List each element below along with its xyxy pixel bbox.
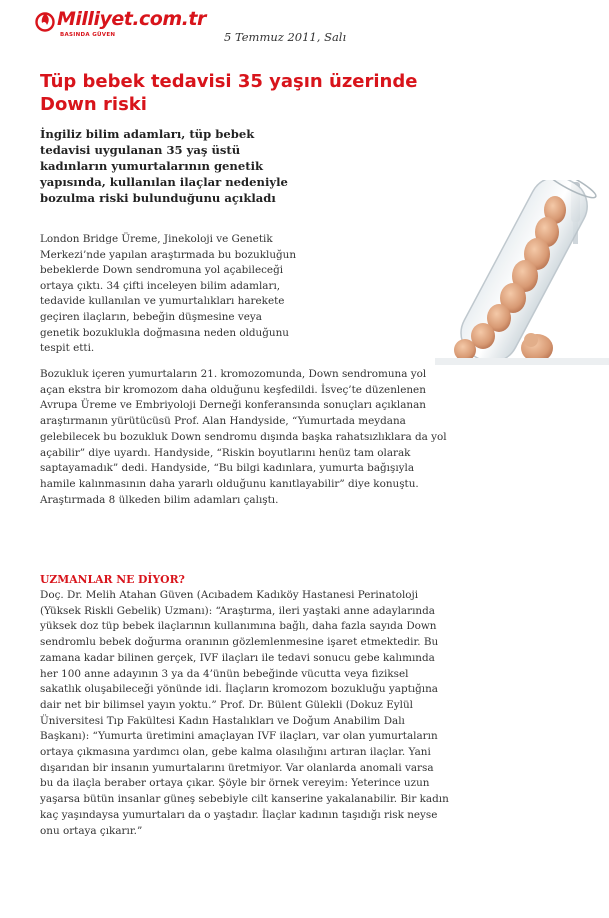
logo-name: Milliyet [57, 8, 133, 30]
logo-domain: .com.tr [132, 8, 206, 30]
masthead [34, 8, 594, 42]
site-logo-text[interactable] [57, 8, 206, 30]
publish-date: 5 Temmuz 2011, Salı [224, 30, 347, 44]
milliyet-flame-logo-icon [34, 10, 56, 32]
section-body: Doç. Dr. Melih Atahan Güven (Acıbadem Kadıköy Hastanesi Perinatoloji (Yüksek Riskli Gebelik) Uzmanı): “Araştırma, ileri yaştaki anne adaylarında yüksek doz tüp bebek ilaçlarının kullanımına bağlı, daha fazla sayıda Down sendromlu bebek doğurma oranının gözlemlenmesine işaret etmektedir. Bu zamana kadar bilinen gerçek, IVF ilaçları ile tedavi sonucu gebe kalımında her 100 anne adayının 3 ya da 4’ünün bebeğinde vücutta veya fiziksel sakatlık oluşabileceği yönünde idi. İlaçların kromozom bozukluğu yaptığına dair net bir bilimsel yayın yoktu.” Prof. Dr. Bülent Gülekli (Dokuz Eylül Üniversitesi Tıp Fakültesi Kadın Hastalıkları ve Doğum Anabilim Dalı Başkanı): “Yumurta üretimini amaçlayan IVF ilaçları, var olan yumurtaların ortaya çıkmasına yardımcı olan, gebe kalma olasılığını artıran ilaçlar. Yani dışarıdan bir insanın yumurtalarını üretmiyor. Var olanlarda anomali varsa bu da ilaçla beraber ortaya çıkar. Şöyle bir örnek vereyim: Yeterince uzun yaşarsa bütün insanlar güneş sebebiyle cilt kanserine yakalanabilir. Bir kadın kaç yaşındaysa yumurtaları da o yaştadır. İlaçlar kadının taşıdığı risk neyse onu ortaya çıkarır.” [40, 589, 449, 837]
logo-tagline: BASINDA GÜVEN [60, 32, 116, 38]
section-heading: UZMANLAR NE DİYOR? [40, 573, 185, 586]
article-body-part-1: London Bridge Üreme, Jinekoloji ve Genetik Merkezi’nde yapılan araştırmada bu bozukluğun bebeklerde Down sendromuna yol açabileceği ortaya çıktı. 34 çifti inceleyen bilim adamları, tedavide kullanılan ve yumurtalıkları harekete geçiren ilaçların, bebeğin düşmesine veya genetik bozuklukla doğmasına neden olduğunu tespit etti. [40, 233, 297, 355]
article-lead: İngiliz bilim adamları, tüp bebek tedavisi uygulanan 35 yaş üstü kadınların yumurtalarının genetik yapısında, kullanılan ilaçlar nedeniyle bozulma riski bulunduğunu açıkladı [40, 127, 288, 205]
article-title: Tüp bebek tedavisi 35 yaşın üzerinde Down riski [40, 71, 418, 115]
article-body-part-2: Bozukluk içeren yumurtaların 21. kromozomunda, Down sendromuna yol açan ekstra bir kromozom daha olduğunu keşfedildi. İsveç’te düzenlenen Avrupa Üreme ve Embriyoloji Derneği konferansında sonuçları açıklanan araştırmanın yürütücüsü Prof. Alan Handyside, “Yumurtada meydana gelebilecek bu bozukluk Down sendromu dışında başka rahatsızlıklara da yol açabilir” diye uyardı. Handyside, “Riskin boyutlarını henüz tam olarak saptayamadık” dedi. Handyside, “Bu bilgi kadınlara, yumurta bağışıyla hamile kalınmasının daha yararlı olduğunu kanıtlayabilir” diye konuştu. Araştırmada 8 ülkeden bilim adamları çalıştı. [40, 368, 447, 506]
test-tube-embryos-illustration [425, 180, 609, 365]
